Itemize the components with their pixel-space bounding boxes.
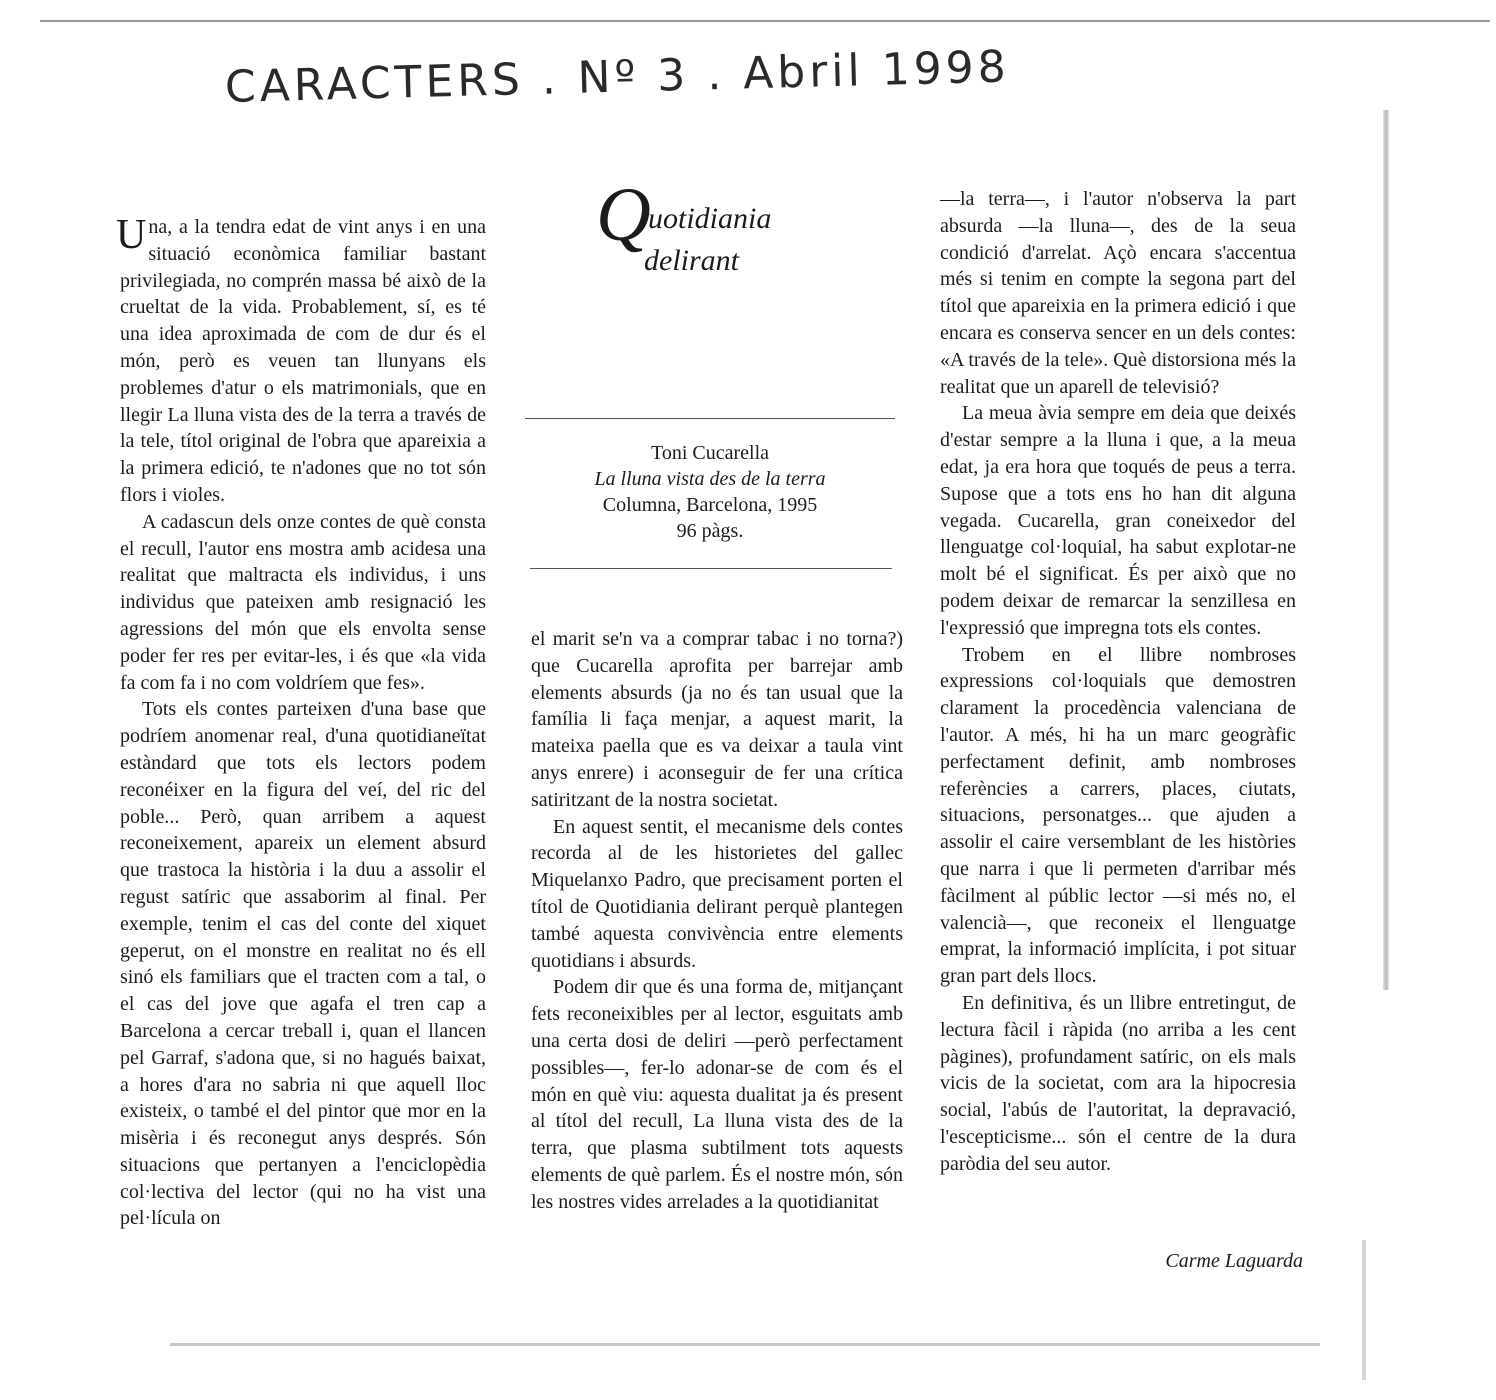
paragraph: A cadascun dels onze contes de què consta el recull, l'autor ens mostra amb acidesa una realitat que maltracta els individus, i uns individus que pateixen amb resignació les agressions del món que els envolta sense poder fer res per evitar-les, i és que «la vida fa com fa i no com voldríem que fes».: [120, 510, 486, 694]
paragraph: En definitiva, és un llibre entretingut, de lectura fàcil i ràpida (no arriba a les cent pàgines), profundament satíric, on els mals vicis de la societat, com ara la hipocresia social, l'abús de l'autoritat, la depravació, l'escepticisme... són el centre de la dura paròdia del seu autor.: [940, 991, 1296, 1175]
dropcap: U: [116, 212, 147, 258]
book-info-rule-top: [525, 418, 895, 419]
paragraph: La meua àvia sempre em deia que deixés d'estar sempre a la lluna i que, a la meua edat, ja era hora que toqués de peus a terra. Supose que a tots ens ho han dit alguna vegada. Cucarella, gran coneixedor del llenguatge col·loquial, ha sabut explotar-ne molt bé el significat. És per això que no podem deixar de remarcar la senzillesa en l'expressió que impregna tots els contes.: [940, 402, 1296, 639]
book-publisher: Columna, Barcelona, 1995: [602, 494, 818, 516]
book-info-rule-bottom: [530, 568, 892, 569]
book-title: La lluna vista des de la terra: [594, 468, 826, 490]
title-line2: delirant: [644, 244, 739, 277]
paragraph: En aquest sentit, el mecanisme dels contes recorda al de les historietes del gallec Miquelanxo Padro, que precisament porten el títol de Quotidiania delirant perquè plantegen també aquesta convivència entre elements quotidians i absurds.: [531, 815, 903, 972]
scan-edge-top: [40, 20, 1490, 22]
paragraph: Una, a la tendra edat de vint anys i en una situació econòmica familiar bastant privilegiada, no comprén massa bé això de la crueltat de la vida. Probablement, sí, es té una idea aproximada de com de dur és el món, però es veuen tan llunyans els problemes d'atur o els matrimonials, que en llegir La lluna vista des de la terra a través de la tele, títol original de l'obra que apareixia a la primera edició, te n'adones que no tot són flors i violes.: [116, 212, 486, 506]
title-line1: uotidiania: [648, 202, 772, 235]
paragraph: Podem dir que és una forma de, mitjançant fets reconeixibles per al lector, esguitats amb una certa dosi de deliri —però perfectament possibles—, fer-lo adonar-se de com és el món en què viu: aquesta dualitat ja és present al títol del recull, La lluna vista des de la terra, que plasma subtilment tots aquests elements de què parlem. És el nostre món, són les nostres vides arrelades a la quotidianitat: [531, 976, 903, 1213]
column-3: [940, 186, 1296, 1177]
paragraph: Trobem en el llibre nombroses expressions col·loquials que demostren clarament la procedència valenciana de l'autor. A més, hi ha un marc geogràfic perfectament definit, amb nombroses referències a carrers, places, ciutats, situacions, personatges... que ajuden a assolir el caire versemblant de les històries que narra i que li permeten d'arribar més fàcilment al públic lector —si més no, el valencià—, que reconeix el llenguatge emprat, la informació implícita, i pot situar gran part dels llocs.: [940, 643, 1296, 988]
scan-shadow-right: [1383, 110, 1389, 990]
paragraph: —la terra—, i l'autor n'observa la part absurda —la lluna—, des de la seua condició d'arrelat. Açò encara s'accentua més si tenim en compte la segona part del títol que apareixia en la primera edició i que encara es conserva sencer en un dels contes: «A través de la tele». Què distorsiona més la realitat que un aparell de televisió?: [940, 188, 1297, 398]
author-signature: Carme Laguarda: [1165, 1250, 1303, 1272]
book-pages: 96 pàgs.: [676, 520, 744, 542]
paragraph: el marit se'n va a comprar tabac i no torna?) que Cucarella aprofita per barrejar amb elements absurds (ja no és tan usual que la família li faça menjar, a aquest marit, la mateixa paella que es va deixar a taula vint anys enrere) i aconseguir de fer una crítica satiritzant de la nostra societat.: [531, 628, 903, 811]
column-1: [116, 212, 486, 1232]
title-dropcap: Q: [596, 173, 651, 257]
scan-shadow-right-lower: [1362, 1240, 1366, 1380]
book-info: [525, 440, 895, 544]
book-author: Toni Cucarella: [651, 442, 769, 464]
scan-edge-bottom: [170, 1343, 1320, 1346]
paragraph: Tots els contes parteixen d'una base que podríem anomenar real, d'una quotidianeïtat estàndard que tots els lectors podem reconéixer en la figura del veí, del ric del poble... Però, quan arribem a aquest reconeixement, apareix un element absurd que trastoca la història i la duu a assolir el regust satíric que assaborim al final. Per exemple, tenim el cas del conte del xiquet geperut, on el monstre en realitat no és ell sinó els familiars que el tracten com a tal, o el cas del jove que agafa el tren cap a Barcelona a cercar treball i, quan el llancen pel Garraf, s'adona que, si no hagués baixat, a hores d'ara no sabria ni que aquell lloc existeix, o també el del pintor que mor en la misèria i és reconegut anys després. Són situacions que pertanyen a l'enciclopèdia col·lectiva del lector (qui no ha vist una pel·lícula on: [120, 698, 486, 1230]
column-2: [531, 626, 903, 1216]
handwritten-header: CARACTERS . Nº 3 . Abril 1998: [224, 41, 1011, 113]
